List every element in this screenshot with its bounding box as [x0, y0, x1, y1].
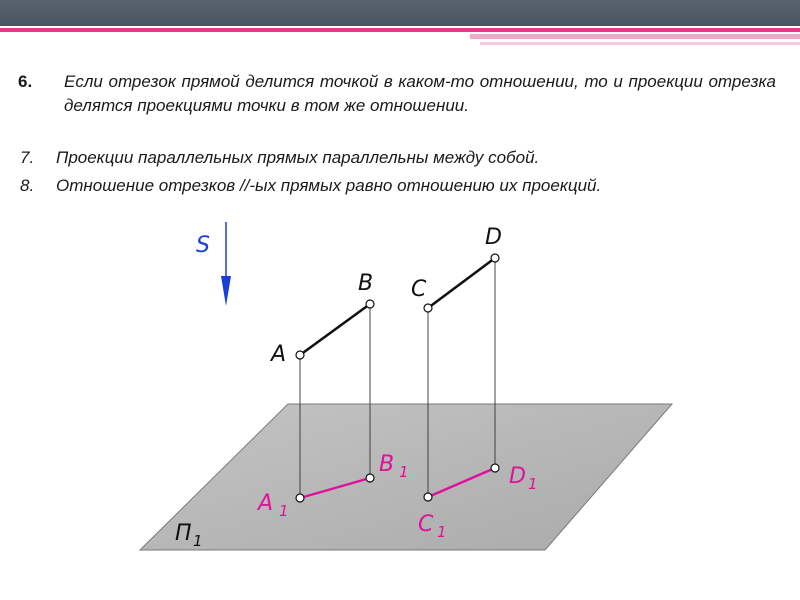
direction-arrow-head [221, 276, 231, 306]
label-b: B [358, 271, 374, 296]
item-number: 7. [20, 148, 35, 167]
direction-label: S [196, 233, 210, 258]
segment-ab [300, 304, 370, 355]
list-item-text: Если отрезок прямой делится точкой в каком-то отношении, то и проекции отрезка делятся проекциями точки в том же отношении. [64, 72, 776, 115]
label-d: D [485, 225, 502, 250]
list-item-text: Отношение отрезков //-ых прямых равно отношению их проекций. [56, 176, 602, 195]
plane-label: П [175, 521, 192, 546]
label-a: A [271, 342, 287, 367]
plane-label-subscript: 1 [193, 532, 203, 550]
label-a1: A [258, 491, 274, 516]
point-d1 [491, 464, 499, 472]
point-b [366, 300, 374, 308]
segment-cd [428, 258, 495, 308]
list-item-text: Проекции параллельных прямых параллельны между собой. [56, 148, 540, 167]
label-a1-subscript: 1 [279, 502, 289, 520]
label-d1: D [509, 464, 526, 489]
label-d1-subscript: 1 [528, 475, 538, 493]
point-c1 [424, 493, 432, 501]
point-a1 [296, 494, 304, 502]
label-c: C [411, 277, 427, 302]
label-b1: B [379, 452, 395, 477]
point-a [296, 351, 304, 359]
point-b1 [366, 474, 374, 482]
point-d [491, 254, 499, 262]
label-c1-subscript: 1 [437, 523, 447, 541]
point-c [424, 304, 432, 312]
label-c1: C [418, 512, 434, 537]
label-b1-subscript: 1 [399, 463, 409, 481]
item-number: 6. [18, 72, 33, 91]
item-number: 8. [20, 176, 35, 195]
